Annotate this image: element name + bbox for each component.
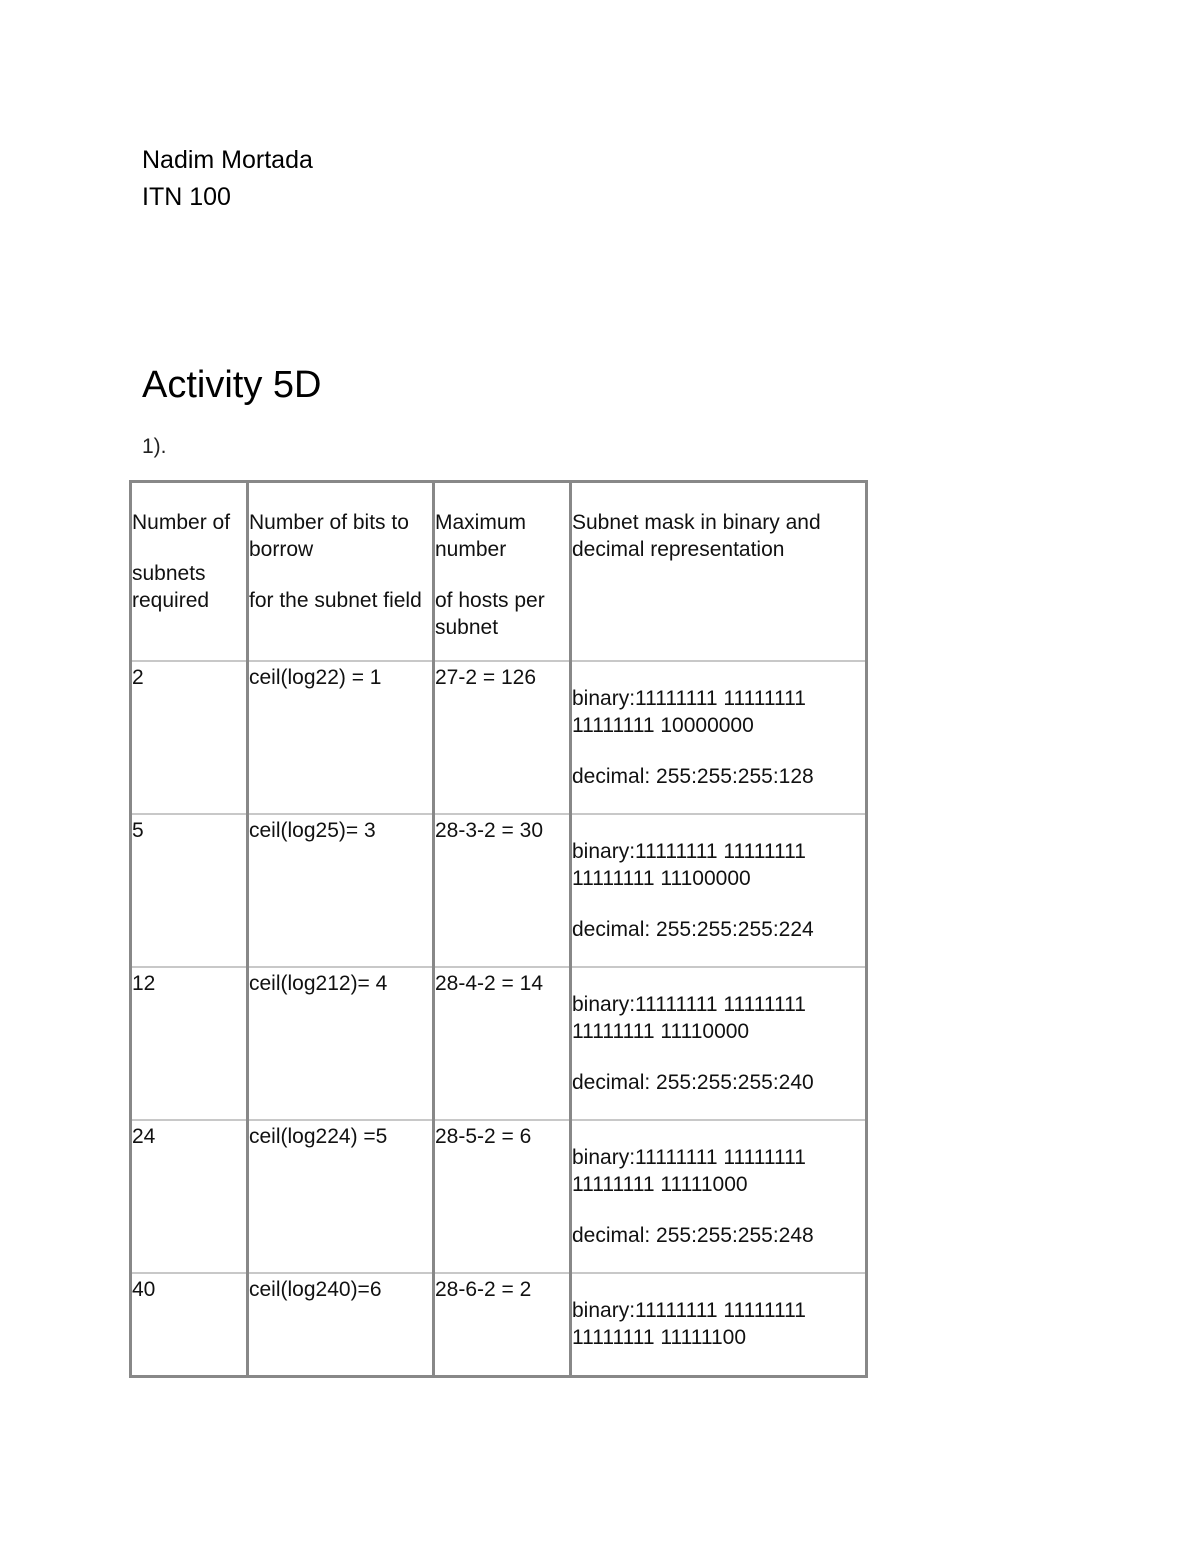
header-cell-hosts bbox=[434, 482, 571, 661]
header-text: for the subnet field bbox=[249, 589, 422, 612]
table-row bbox=[131, 1120, 867, 1273]
header-text: of hosts per subnet bbox=[435, 589, 545, 639]
mask-binary: binary:11111111 11111111 11111111 11110000 bbox=[572, 992, 806, 1043]
table-row bbox=[131, 814, 867, 967]
cell-hosts: 28-3-2 = 30 bbox=[434, 814, 571, 967]
cell-subnets: 2 bbox=[131, 661, 248, 814]
mask-decimal: decimal: 255:255:255:248 bbox=[572, 1223, 814, 1247]
cell-bits: ceil(log224) =5 bbox=[248, 1120, 434, 1273]
header-cell-mask bbox=[571, 482, 867, 661]
mask-binary: binary:11111111 11111111 11111111 11111100 bbox=[572, 1298, 806, 1349]
cell-bits: ceil(log240)=6 bbox=[248, 1273, 434, 1377]
page-title: Activity 5D bbox=[142, 364, 322, 406]
cell-hosts: 28-6-2 = 2 bbox=[434, 1273, 571, 1377]
cell-hosts: 28-5-2 = 6 bbox=[434, 1120, 571, 1273]
mask-decimal: decimal: 255:255:255:224 bbox=[572, 917, 814, 941]
cell-mask bbox=[571, 1273, 867, 1377]
header-cell-bits bbox=[248, 482, 434, 661]
table-header-row bbox=[131, 482, 867, 661]
cell-bits: ceil(log25)= 3 bbox=[248, 814, 434, 967]
header-text: Number of bbox=[132, 511, 231, 534]
cell-mask bbox=[571, 967, 867, 1120]
cell-mask bbox=[571, 661, 867, 814]
mask-binary: binary:11111111 11111111 11111111 10000000 bbox=[572, 686, 806, 737]
mask-binary: binary:11111111 11111111 11111111 11111000 bbox=[572, 1145, 806, 1196]
cell-subnets: 24 bbox=[131, 1120, 248, 1273]
header-text: subnets required bbox=[132, 562, 210, 612]
mask-decimal: decimal: 255:255:255:240 bbox=[572, 1070, 814, 1094]
cell-subnets: 12 bbox=[131, 967, 248, 1120]
header-text: Subnet mask in binary and decimal representation bbox=[572, 511, 821, 561]
header-cell-subnets bbox=[131, 482, 248, 661]
cell-subnets: 5 bbox=[131, 814, 248, 967]
mask-decimal: decimal: 255:255:255:128 bbox=[572, 764, 814, 788]
header-text: Number of bits to borrow bbox=[249, 511, 409, 561]
cell-hosts: 28-4-2 = 14 bbox=[434, 967, 571, 1120]
cell-bits: ceil(log22) = 1 bbox=[248, 661, 434, 814]
mask-binary: binary:11111111 11111111 11111111 11100000 bbox=[572, 839, 806, 890]
table-row bbox=[131, 1273, 867, 1377]
subnet-table bbox=[129, 480, 868, 1378]
cell-subnets: 40 bbox=[131, 1273, 248, 1377]
header-text: Maximum number bbox=[435, 511, 527, 561]
cell-hosts: 27-2 = 126 bbox=[434, 661, 571, 814]
question-number: 1). bbox=[142, 435, 167, 458]
author-name: Nadim Mortada bbox=[142, 146, 313, 174]
cell-bits: ceil(log212)= 4 bbox=[248, 967, 434, 1120]
table-row bbox=[131, 661, 867, 814]
cell-mask bbox=[571, 1120, 867, 1273]
course-code: ITN 100 bbox=[142, 183, 231, 211]
document-header bbox=[142, 142, 313, 216]
table-row bbox=[131, 967, 867, 1120]
cell-mask bbox=[571, 814, 867, 967]
